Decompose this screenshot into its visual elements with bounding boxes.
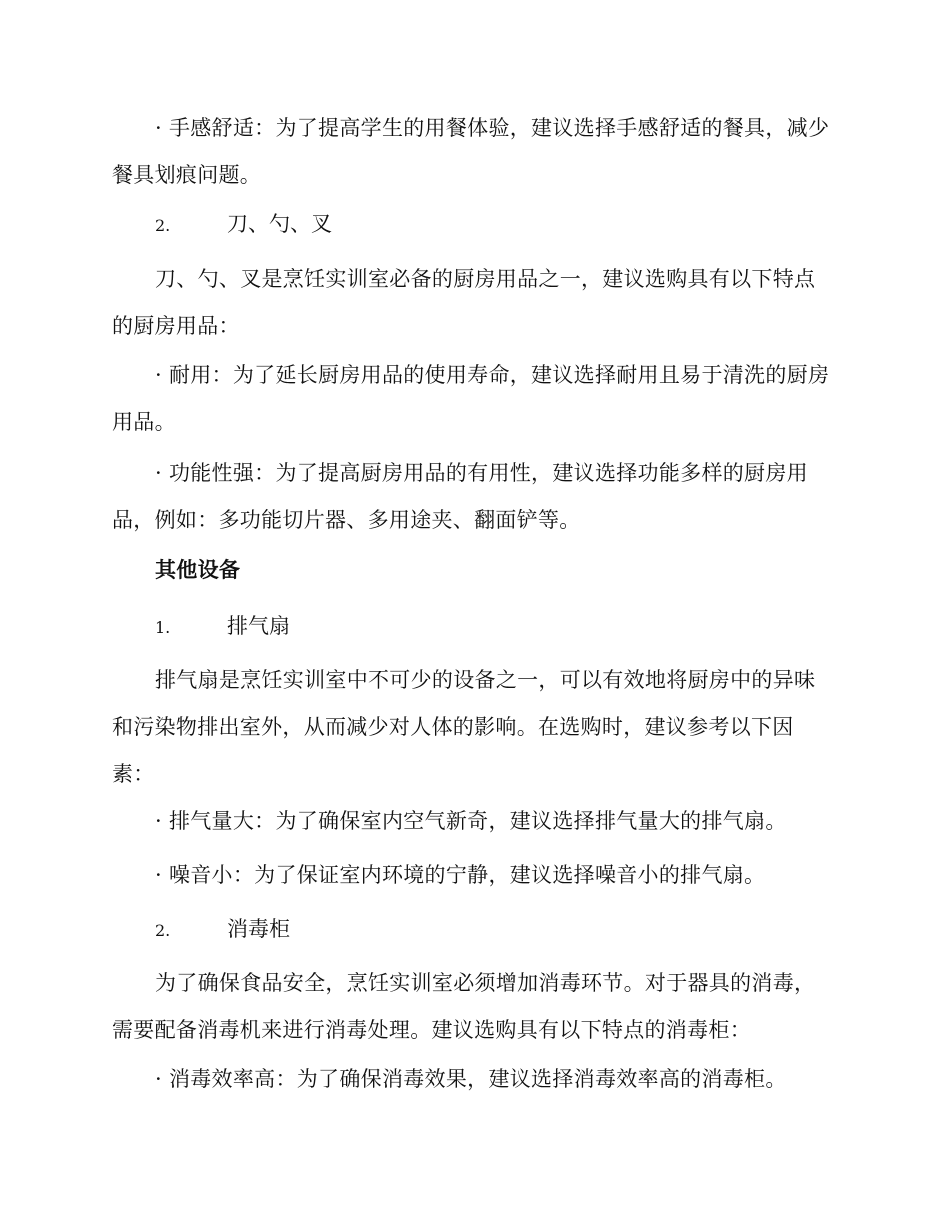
item-number: 2. [155,216,171,235]
paragraph-disinfection-intro: 为了确保食品安全，烹饪实训室必须增加消毒环节。对于器具的消毒，需要配备消毒机来进行消毒处理。建议选购具有以下特点的消毒柜： [112,971,816,1042]
item-title: 排气扇 [227,614,290,638]
numbered-heading-knife-spoon-fork [155,201,332,249]
numbered-heading-exhaust-fan [155,603,290,651]
paragraph-exhaust-fan-intro: 排气扇是烹饪实训室中不可少的设备之一，可以有效地将厨房中的异味和污染物排出室外，从而减少对人体的影响。在选购时，建议参考以下因素： [112,668,816,786]
item-title: 消毒柜 [227,917,290,941]
bullet-low-noise: · 噪音小：为了保证室内环境的宁静，建议选择噪音小的排气扇。 [155,863,766,887]
paragraph-knife-spoon-fork-intro: 刀、勺、叉是烹饪实训室必备的厨房用品之一，建议选购具有以下特点的厨房用品： [112,267,816,338]
numbered-heading-disinfection-cabinet [155,906,290,954]
bullet-large-exhaust: · 排气量大：为了确保室内空气新奇，建议选择排气量大的排气扇。 [155,809,787,833]
bullet-high-efficiency: · 消毒效率高：为了确保消毒效果，建议选择消毒效率高的消毒柜。 [155,1067,787,1091]
item-title: 刀、勺、叉 [227,212,332,236]
item-number: 1. [155,618,171,637]
bullet-comfortable-feel: · 手感舒适：为了提高学生的用餐体验，建议选择手感舒适的餐具，减少餐具划痕问题。 [112,116,830,187]
bullet-durable: · 耐用：为了延长厨房用品的使用寿命，建议选择耐用且易于清洗的厨房用品。 [112,363,830,434]
bullet-functional: · 功能性强：为了提高厨房用品的有用性，建议选择功能多样的厨房用品，例如：多功能切片器、多用途夹、翻面铲等。 [112,461,808,532]
item-number: 2. [155,921,171,940]
section-heading-other-equipment: 其他设备 [155,558,241,582]
